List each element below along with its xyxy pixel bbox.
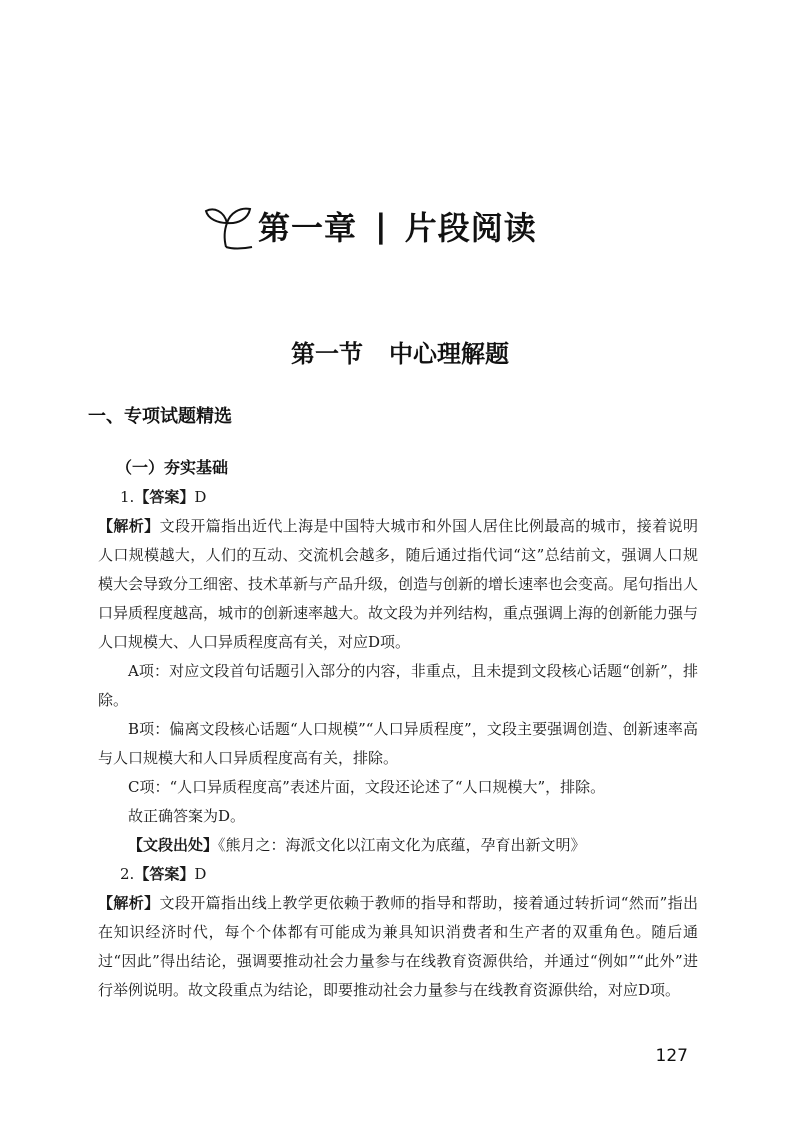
source-line [98,831,698,860]
question-1-answer-line [98,483,698,512]
answer-tag: 【答案】 [134,488,195,506]
question-1-analysis [98,512,698,657]
section-number: 第一节 [291,340,363,368]
conclusion-text: 故正确答案为D。 [128,807,246,825]
page-content [98,483,698,1005]
question-number: 1. [120,488,135,506]
option-b-explanation: B项：偏离文段核心话题“人口规模”“人口异质程度”，文段主要强调创造、创新速率高与人口规模大和人口异质程度高有关，排除。 [98,720,698,767]
section-title [0,334,800,369]
section-name: 中心理解题 [389,340,509,368]
question-2-analysis [98,889,698,1005]
heading-level-1: 一、专项试题精选 [88,406,232,427]
answer-tag: 【答案】 [134,865,195,883]
chapter-subtitle: 片段阅读 [404,209,537,247]
sprout-icon [200,199,256,253]
option-c-explanation: C项：“人口异质程度高”表述片面，文段还论述了“人口规模大”，排除。 [128,778,606,796]
answer-value: D [194,488,207,506]
analysis-tag: 【解析】 [98,894,160,912]
analysis-tag: 【解析】 [98,517,160,535]
chapter-title: 第一章 [258,209,358,247]
analysis-text: 文段开篇指出近代上海是中国特大城市和外国人居住比例最高的城市，接着说明人口规模越大，人们的互动、交流机会越多，随后通过指代词“这”总结前文，强调人口规模大会导致分工细密、技术革新与产品升级，创造与创新的增长速率也会变高。尾句指出人口异质程度越高，城市的创新速率越大。故文段为并列结构，重点强调上海的创新能力强与人口规模大、人口异质程度高有关，对应D项。 [98,517,699,651]
source-tag: 【文段出处】 [128,836,219,854]
chapter-header [200,196,537,256]
chapter-separator: | [375,207,387,245]
question-number: 2. [120,865,135,883]
page-number: 127 [655,1046,688,1066]
heading-level-2: （一）夯实基础 [116,458,229,477]
analysis-text: 文段开篇指出线上教学更依赖于教师的指导和帮助，接着通过转折词“然而”指出在知识经济时代，每个个体都有可能成为兼具知识消费者和生产者的双重角色。随后通过“因此”得出结论，强调要推动社会力量参与在线教育资源供给，并通过“例如”“此外”进行举例说明。故文段重点为结论，即要推动社会力量参与在线教育资源供给，对应D项。 [98,894,698,999]
source-text: 《熊月之：海派文化以江南文化为底蕴，孕育出新文明》 [218,836,586,854]
question-2-answer-line [98,860,698,889]
answer-value: D [194,865,207,883]
option-a-explanation: A项：对应文段首句话题引入部分的内容，非重点，且未提到文段核心话题“创新”，排除。 [98,662,698,709]
